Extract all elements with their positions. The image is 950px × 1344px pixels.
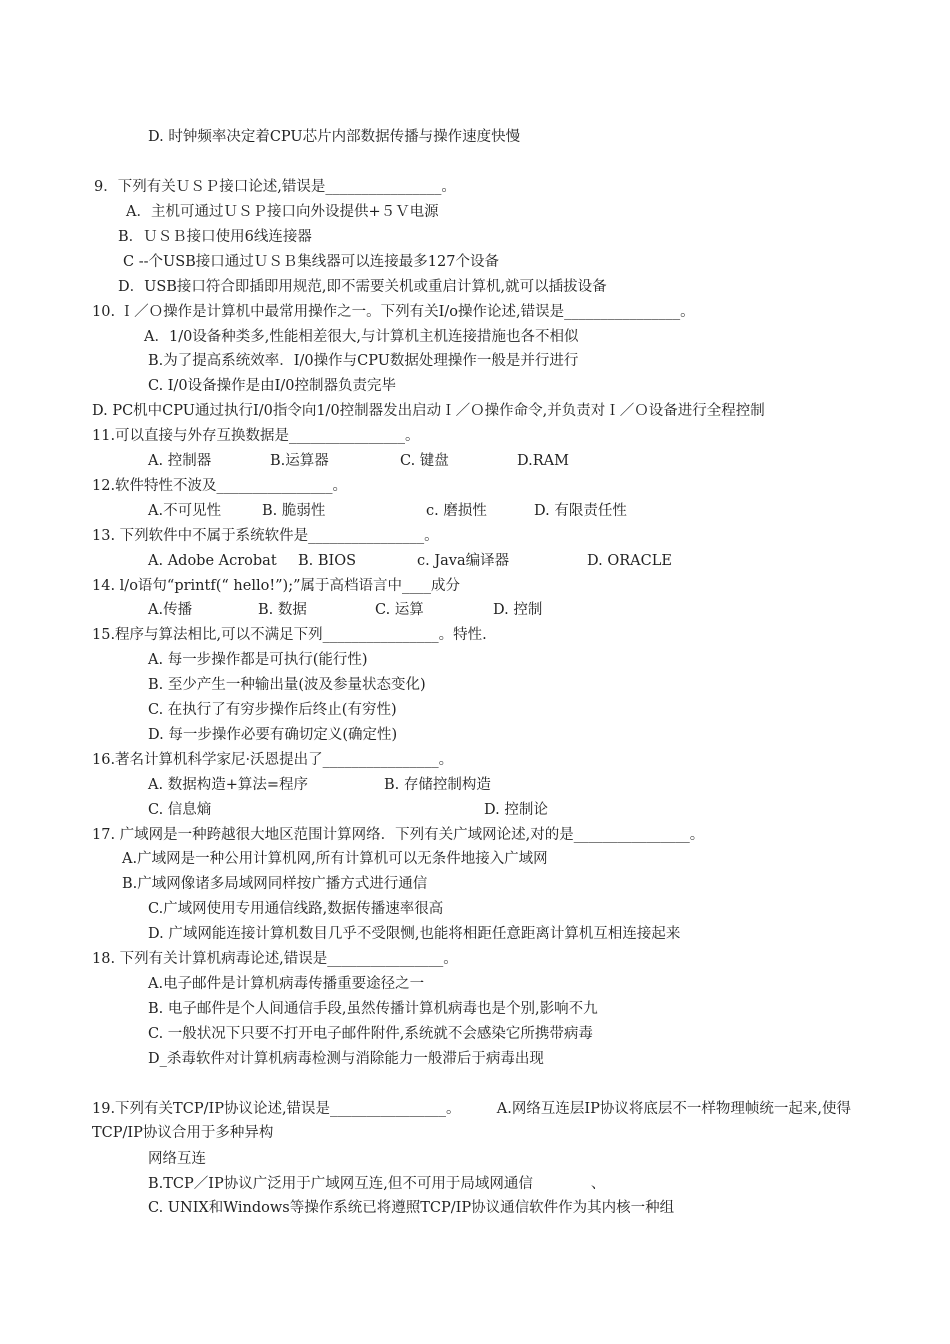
q12-option-c: c. 磨损性: [426, 503, 487, 519]
q12-option-a: A.不可见性: [148, 503, 222, 519]
q11-option-a: A. 控制器: [148, 453, 212, 469]
q10-stem: 10. Ｉ／Ｏ操作是计算机中最常用操作之一。下列有关I/o操作论述,错误是________________。: [92, 304, 695, 320]
q16-option-a: A. 数据构造+算法=程序: [148, 777, 308, 793]
q10-option-c: C. I/0设备操作是由I/0控制器负责完毕: [148, 378, 396, 394]
q10-option-d: D. PC机中CPU通过执行I/0指令向1/0控制器发出启动Ｉ／Ｏ操作命令,并负责对Ｉ／Ｏ设备进行全程控制: [92, 403, 765, 419]
q13-option-c: c. Java编译器: [417, 553, 510, 569]
q11-stem: 11.可以直接与外存互换数据是________________。: [92, 428, 420, 444]
q10-option-b: B.为了提高系统效率．I/0操作与CPU数据处理操作一般是并行进行: [148, 353, 579, 369]
q18-option-a: A.电子邮件是计算机病毒传播重要途径之一: [148, 976, 425, 992]
q17-option-d: D. 广域网能连接计算机数目几乎不受限恻,也能将相距任意距离计算机互相连接起来: [148, 926, 681, 942]
q15-option-a: A. 每一步操作都是可执行(能行性): [148, 652, 368, 668]
q16-option-c: C. 信息熵: [148, 802, 212, 818]
q17-option-a: A.广域网是一种公用计算机网,所有计算机可以无条件地接入广域网: [122, 851, 548, 867]
q9-option-c: C --个USB接口通过ＵＳＢ集线器可以连接最多127个设备: [123, 254, 499, 270]
q15-option-d: D. 每一步操作必要有确切定义(确定性): [148, 727, 398, 743]
q11-option-d: D.RAM: [517, 453, 569, 469]
q8-option-d: D. 时钟频率决定着CPU芯片内部数据传播与操作速度快慢: [148, 129, 521, 145]
q18-option-d: D_杀毒软件对计算机病毒检测与消除能力一般滞后于病毒出现: [148, 1051, 544, 1067]
q10-option-a: A．1/0设备种类多,性能相差很大,与计算机主机连接措施也各不相似: [144, 329, 579, 345]
q12-stem: 12.软件特性不波及________________。: [92, 478, 348, 494]
q14-stem: 14. l/o语句“printf(“ hello!”);”属于高档语言中____成分: [92, 578, 461, 594]
q17-option-b: B.广域网像诸多局域网同样按广播方式进行通信: [122, 876, 428, 892]
q13-option-b: B. BIOS: [298, 553, 357, 569]
q16-stem: 16.著名计算机科学家尼·沃恩提出了________________。: [92, 752, 454, 768]
q12-option-d: D. 有限责任性: [534, 503, 627, 519]
q14-option-d: D. 控制: [493, 602, 543, 618]
q17-option-c: C.广域网使用专用通信线路,数据传播速率很高: [148, 901, 444, 917]
q19-option-c: C. UNIX和Windows等操作系统已将遵照TCP/IP协议通信软件作为其内核一种组: [148, 1200, 675, 1216]
q9-option-b: B．ＵＳＢ接口使用6线连接器: [118, 229, 312, 245]
q13-option-d: D. ORACLE: [587, 553, 672, 569]
q15-option-b: B. 至少产生一种输出量(波及参量状态变化): [148, 677, 426, 693]
q9-option-a: A．主机可通过ＵＳＰ接口向外设提供+５Ｖ电源: [126, 204, 439, 220]
q13-option-a: A. Adobe Acrobat: [148, 553, 277, 569]
q18-stem: 18. 下列有关计算机病毒论述,错误是________________。: [92, 951, 458, 967]
q17-stem: 17. 广域网是一种跨越很大地区范围计算网络．下列有关广域网论述,对的是________________。: [92, 827, 705, 843]
q19-option-a-continued: 网络互连: [148, 1151, 206, 1167]
q14-option-c: C. 运算: [375, 602, 424, 618]
q9-option-d: D．USB接口符合即插即用规范,即不需要关机或重启计算机,就可以插拔设备: [118, 279, 607, 295]
q16-option-d: D. 控制论: [484, 802, 548, 818]
q14-option-a: A.传播: [148, 602, 193, 618]
q15-option-c: C. 在执行了有穷步操作后终止(有穷性): [148, 702, 397, 718]
q11-option-c: C. 键盘: [400, 453, 449, 469]
q11-option-b: B.运算器: [270, 453, 329, 469]
q14-option-b: B. 数据: [258, 602, 307, 618]
q18-option-b: B. 电子邮件是个人间通信手段,虽然传播计算机病毒也是个别,影响不九: [148, 1001, 598, 1017]
q9-stem: 9．下列有关ＵＳＰ接口论述,错误是________________。: [94, 179, 456, 195]
q16-option-b: B. 存储控制构造: [384, 777, 491, 793]
q19-option-b: B.TCP／IP协议广泛用于广域网互连,但不可用于局域网通信 、: [148, 1176, 606, 1192]
q19-stem-with-option-a: 19.下列有关TCP/IP协议论述,错误是________________。 A.网络互连层IP协议将底层不一样物理帧统一起来,使得TCP/IP协议合用于多种异构: [92, 1101, 851, 1141]
q13-stem: 13. 下列软件中不属于系统软件是________________。: [92, 528, 439, 544]
q15-stem: 15.程序与算法相比,可以不满足下列________________。特性.: [92, 627, 487, 643]
q12-option-b: B. 脆弱性: [262, 503, 326, 519]
q18-option-c: C. 一般状况下只要不打开电子邮件附件,系统就不会感染它所携带病毒: [148, 1026, 593, 1042]
